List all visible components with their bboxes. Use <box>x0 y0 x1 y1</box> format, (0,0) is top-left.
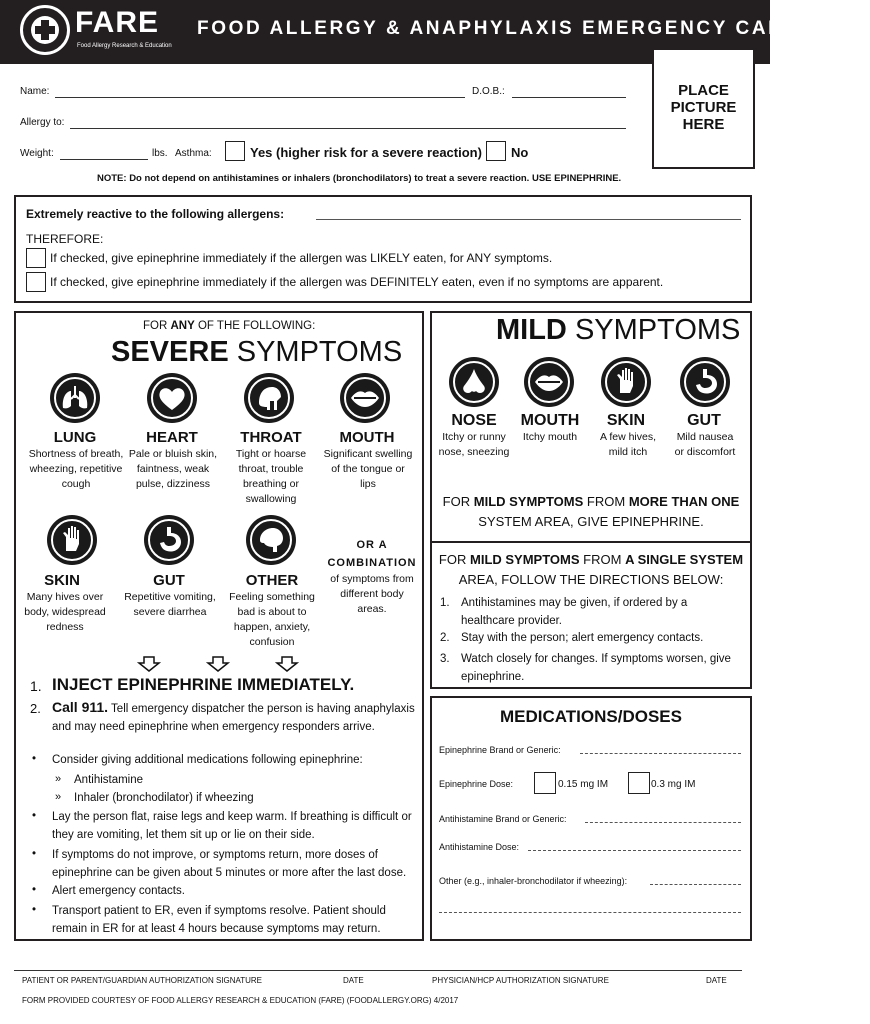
epinephrine-note: NOTE: Do not depend on antihistamines or inhalers (bronchodilators) to treat a severe reaction. USE EPINEPHRINE. <box>97 173 622 184</box>
bullet: • <box>32 848 37 860</box>
inhaler-item: Inhaler (bronchodilator) if wheezing <box>74 792 254 804</box>
direction-number: 3. <box>440 653 450 665</box>
mild-single-system-text: FOR MILD SYMPTOMS FROM A SINGLE SYSTEM AREA, FOLLOW THE DIRECTIONS BELOW: <box>438 552 744 587</box>
severe-gut-name: GUT <box>153 572 185 589</box>
other-meds-label: Other (e.g., inhaler-bronchodilator if wheezing): <box>439 876 628 886</box>
severe-skin-name: SKIN <box>44 572 80 589</box>
mild-title: MILD SYMPTOMS <box>496 314 741 346</box>
antihistamine-brand-label: Antihistamine Brand or Generic: <box>439 814 567 824</box>
name-field[interactable] <box>55 97 465 98</box>
allergens-heading: Extremely reactive to the following allergens: <box>26 207 285 221</box>
cross-icon <box>30 15 60 45</box>
asthma-yes-label: Yes (higher risk for a severe reaction) <box>250 145 482 160</box>
severe-mouth-desc: Significant swelling of the tongue or lips <box>323 448 413 490</box>
definitely-option-text: If checked, give epinephrine immediately if the allergen was DEFINITELY eaten, even if no symptoms are apparent. <box>50 275 664 289</box>
severe-heart-desc: Pale or bluish skin, faintness, weak pulse, dizziness <box>128 448 218 490</box>
stomach-icon <box>680 357 730 407</box>
weight-label: Weight: <box>20 148 54 159</box>
other-meds-field[interactable] <box>650 884 741 885</box>
severe-heart-name: HEART <box>146 429 198 446</box>
direction-1: Antihistamines may be given, if ordered by a healthcare provider. <box>461 597 688 627</box>
asthma-no-checkbox[interactable] <box>486 141 506 161</box>
signature-line[interactable] <box>14 970 742 971</box>
mild-skin-name: SKIN <box>606 412 646 429</box>
likely-checkbox[interactable] <box>26 248 46 268</box>
hand-icon <box>47 515 97 565</box>
severe-throat-name: THROAT <box>240 429 302 446</box>
epi-brand-label: Epinephrine Brand or Generic: <box>439 745 561 755</box>
patient-date-label: DATE <box>343 976 364 985</box>
allergy-field[interactable] <box>70 128 626 129</box>
allergens-field[interactable] <box>316 219 741 220</box>
dose-03-checkbox[interactable] <box>628 772 650 794</box>
severe-skin-desc: Many hives over body, widespread redness <box>24 591 106 633</box>
direction-number: 1. <box>440 597 450 609</box>
fare-logo <box>20 5 70 55</box>
direction-2: Stay with the person; alert emergency contacts. <box>461 632 704 644</box>
page-title: FOOD ALLERGY & ANAPHYLAXIS EMERGENCY CARE PLAN <box>197 18 870 39</box>
mouth-icon <box>340 373 390 423</box>
nose-icon <box>449 357 499 407</box>
consider-text: Consider giving additional medications following epinephrine: <box>52 754 363 766</box>
bullet: • <box>32 884 37 896</box>
courtesy-text: FORM PROVIDED COURTESY OF FOOD ALLERGY RESEARCH & EDUCATION (FARE) (FOODALLERGY.ORG) 4/2017 <box>22 996 459 1005</box>
sub-bullet: » <box>55 773 62 785</box>
dose-015-checkbox[interactable] <box>534 772 556 794</box>
mouth-icon <box>524 357 574 407</box>
severe-gut-desc: Repetitive vomiting, severe diarrhea <box>124 591 216 618</box>
mild-mouth-desc: Itchy mouth <box>522 431 578 443</box>
bullet: • <box>32 904 37 916</box>
mild-nose-desc: Itchy or runny nose, sneezing <box>438 431 510 458</box>
severe-title: SEVERE SYMPTOMS <box>111 336 403 368</box>
mild-mouth-name: MOUTH <box>520 412 580 429</box>
direction-number: 2. <box>440 632 450 644</box>
mild-gut-desc: Mild nausea or discomfort <box>674 431 736 458</box>
antihistamine-dose-field[interactable] <box>528 850 741 851</box>
weight-field[interactable] <box>60 159 148 160</box>
severe-lung-name: LUNG <box>53 429 97 446</box>
lbs-label: lbs. <box>152 148 168 159</box>
transport-text: Transport patient to ER, even if symptoms resolve. Patient should remain in ER for at least 4 hours because symptoms may return. <box>52 905 386 935</box>
severe-other-name: OTHER <box>245 572 299 589</box>
dob-field[interactable] <box>512 97 626 98</box>
definitely-checkbox[interactable] <box>26 272 46 292</box>
lungs-icon <box>50 373 100 423</box>
more-doses-text: If symptoms do not improve, or symptoms return, more doses of epinephrine can be given about 5 minutes or more after the last dose. <box>52 849 407 879</box>
dob-label: D.O.B.: <box>472 86 505 97</box>
severe-throat-desc: Tight or hoarse throat, trouble breathing or swallowing <box>235 448 307 505</box>
sub-bullet: » <box>55 791 62 803</box>
epi-dose-label: Epinephrine Dose: <box>439 779 514 789</box>
antihistamine-item: Antihistamine <box>74 774 144 786</box>
physician-date-label: DATE <box>706 976 727 985</box>
epi-brand-field[interactable] <box>580 753 741 754</box>
allergy-label: Allergy to: <box>20 117 65 128</box>
down-arrow-icon <box>207 656 229 672</box>
name-label: Name: <box>20 86 50 97</box>
down-arrow-icon <box>138 656 160 672</box>
lay-flat-text: Lay the person flat, raise legs and keep warm. If breathing is difficult or they are vomiting, let them sit up or lie on their side. <box>52 811 412 841</box>
dose-015-label: 0.15 mg IM <box>558 779 609 790</box>
step1-number: 1. <box>30 678 42 694</box>
asthma-yes-checkbox[interactable] <box>225 141 245 161</box>
severe-mouth-name: MOUTH <box>339 429 395 446</box>
or-combination-text: of symptoms from different body areas. <box>330 573 414 615</box>
bullet: • <box>32 753 37 765</box>
logo-text: FARE <box>75 6 160 39</box>
dose-03-label: 0.3 mg IM <box>651 779 696 790</box>
severe-other-desc: Feeling something bad is about to happen, anxiety, confusion <box>229 591 315 648</box>
bullet: • <box>32 810 37 822</box>
mild-multiple-systems-text: FOR MILD SYMPTOMS FROM MORE THAN ONE SYSTEM AREA, GIVE EPINEPHRINE. <box>442 494 740 529</box>
or-combination-heading: OR A COMBINATION <box>327 539 417 569</box>
physician-signature-label: PHYSICIAN/HCP AUTHORIZATION SIGNATURE <box>432 976 609 985</box>
brain-icon <box>246 515 296 565</box>
heart-icon <box>147 373 197 423</box>
therefore-label: THEREFORE: <box>26 232 104 246</box>
mild-gut-name: GUT <box>687 412 721 429</box>
severe-lung-desc: Shortness of breath, wheezing, repetitive cough <box>28 448 124 490</box>
step2-number: 2. <box>30 701 41 716</box>
photo-placeholder-text: PLACE PICTURE HERE <box>670 82 737 133</box>
logo-subtitle: Food Allergy Research & Education <box>77 43 172 49</box>
other-meds-field-2[interactable] <box>439 912 741 913</box>
alert-contacts-text: Alert emergency contacts. <box>52 885 185 897</box>
for-any-text: FOR ANY OF THE FOLLOWING: <box>143 320 316 332</box>
photo-placeholder[interactable] <box>652 48 755 169</box>
antihistamine-brand-field[interactable] <box>585 822 741 823</box>
likely-option-text: If checked, give epinephrine immediately if the allergen was LIKELY eaten, for ANY symptoms. <box>50 251 553 265</box>
divider <box>432 541 750 543</box>
antihistamine-dose-label: Antihistamine Dose: <box>439 842 520 852</box>
asthma-label: Asthma: <box>175 148 212 159</box>
down-arrow-icon <box>276 656 298 672</box>
mild-skin-desc: A few hives, mild itch <box>599 431 657 458</box>
mild-nose-name: NOSE <box>451 412 497 429</box>
step2-text: Call 911. Tell emergency dispatcher the person is having anaphylaxis and may need epinephrine when emergency responders arrive. <box>52 699 415 733</box>
medications-title: MEDICATIONS/DOSES <box>500 707 682 726</box>
direction-3: Watch closely for changes. If symptoms worsen, give epinephrine. <box>461 653 731 683</box>
stomach-icon <box>144 515 194 565</box>
step1-text: INJECT EPINEPHRINE IMMEDIATELY. <box>52 675 355 694</box>
throat-icon <box>244 373 294 423</box>
asthma-no-label: No <box>511 145 529 160</box>
hand-icon <box>601 357 651 407</box>
patient-signature-label: PATIENT OR PARENT/GUARDIAN AUTHORIZATION SIGNATURE <box>22 976 263 985</box>
